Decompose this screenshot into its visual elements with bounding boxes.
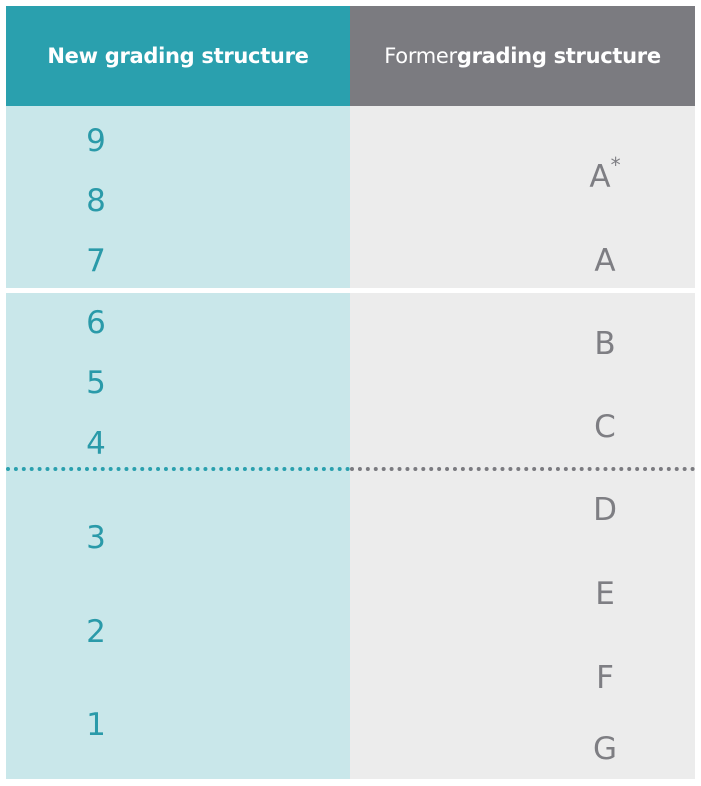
new-grade-3: 3 — [86, 520, 106, 556]
former-grade-c: C — [594, 409, 616, 445]
former-grade-b: B — [594, 326, 616, 362]
new-pass-threshold-line — [6, 467, 350, 471]
former-grading-header-suffix: grading structure — [456, 44, 661, 68]
new-grade-9: 9 — [86, 123, 106, 159]
new-grade-4: 4 — [86, 426, 106, 462]
new-grade-2: 2 — [86, 614, 106, 650]
former-grade-a-star-mark: * — [610, 153, 621, 177]
former-grade-e: E — [595, 576, 615, 612]
former-grading-header — [350, 6, 695, 106]
former-grades-upper-band — [350, 106, 695, 288]
former-grading-header-prefix: Former — [384, 44, 457, 68]
new-grades-upper-band — [6, 106, 350, 288]
new-grades-lower-band — [6, 293, 350, 779]
new-grade-7: 7 — [86, 243, 106, 279]
new-grading-header-label: New grading structure — [47, 44, 309, 68]
new-grading-header — [6, 6, 350, 106]
former-grade-a-star — [570, 153, 640, 195]
former-pass-threshold-line — [350, 467, 695, 471]
former-grade-a: A — [594, 243, 616, 279]
former-grade-g: G — [592, 731, 618, 767]
new-grade-1: 1 — [86, 707, 106, 743]
former-grade-f: F — [596, 660, 614, 696]
new-grade-8: 8 — [86, 183, 106, 219]
new-grade-5: 5 — [86, 365, 106, 401]
former-grade-a-star-letter: A — [589, 159, 611, 195]
former-grades-lower-band — [350, 293, 695, 779]
new-grade-6: 6 — [86, 305, 106, 341]
former-grade-d: D — [593, 492, 617, 528]
band-separator — [6, 288, 695, 293]
